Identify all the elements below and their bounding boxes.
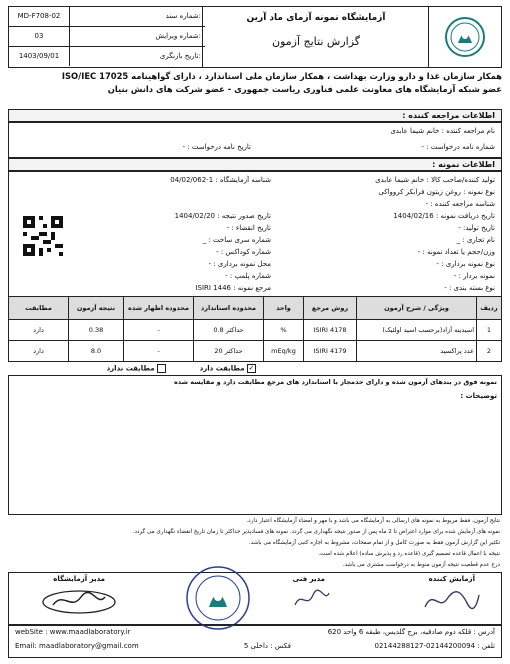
- row-number: 2: [477, 341, 502, 362]
- lab-name: آزمایشگاه نمونه آزمای ماد آرین: [246, 13, 386, 23]
- request-number: شماره نامه درخواست : -: [421, 143, 495, 151]
- compliance-note: نمونه فوق در بندهای آزمون شده و دارای حدمجاز با استاندارد های مرجع مطابقت دارد و مقایسه شده: [174, 378, 497, 386]
- footer-note: نتایج آزمون، فقط مربوط به نمونه های ارسالی به آزمایشگاه می باشد و با مهر و امضاء آزمایشگاه اعتبار دارد.: [246, 518, 500, 524]
- doc-number-value: MD-F708-02: [9, 7, 70, 26]
- footer-notes: [8, 516, 500, 571]
- client-section-title: اطلاعات مراجعه کننده :: [8, 109, 502, 122]
- lab-manager-label: مدیر آزمایشگاه: [53, 575, 105, 583]
- phone: تلفن : 02144200094-02144288127: [374, 642, 495, 650]
- tester-signature: [421, 585, 481, 619]
- test-description: عدد پراکسید: [357, 341, 477, 362]
- signature-area: [8, 572, 502, 626]
- batch-number: شماره سری ساخت : _: [202, 236, 271, 244]
- production-date: تاریخ تولید: -: [458, 224, 495, 232]
- conform-label: مطابقت دارد: [199, 364, 245, 373]
- package-type: نوع بسته بندی : -: [444, 284, 495, 292]
- table-row: [9, 320, 502, 341]
- footer-note: نمونه های آزمایش شده برای موارد اعتراض تا 2 ماه پس از صدور نتیجه نگهداری می گردد. نمونه های فسادپذیر حداکثر تا زمان تاریخ انقضاء نگهداری می گردد.: [132, 529, 500, 535]
- technical-manager-signature: [291, 585, 331, 617]
- test-description: اسیدیته آزاد(برحسب اسید اولئیک): [357, 320, 477, 341]
- col-unit: واحد: [264, 297, 304, 320]
- standard-range: حداکثر 0.8: [194, 320, 264, 341]
- producer: تولید کننده/صاحب کالا : خانم شیما عابدی: [375, 176, 495, 184]
- standard-range: حداکثر 20: [194, 341, 264, 362]
- footer-note: تکثیر این گزارش آزمون فقط به صورت کامل و از تمام صفحات، مشروط به اجازه کتبی آزمایشگاه می باشد.: [248, 540, 500, 546]
- sample-weight: وزن/حجم یا تعداد نمونه : -: [417, 248, 495, 256]
- header-title-block: [202, 7, 429, 67]
- review-date-value: 1403/09/01: [9, 47, 70, 66]
- declared-range: -: [124, 341, 194, 362]
- footer-note: درج عدم قطعیت نتیجه آزمون منوط به درخواست مشتری می باشد.: [342, 562, 500, 568]
- review-date-label: تاریخ بازنگری:: [159, 52, 201, 60]
- accreditation-text: [8, 70, 502, 96]
- issue-date: تاریخ صدور نتیجه : 1404/02/20: [174, 212, 271, 220]
- report-title: گزارش نتایج آزمون: [271, 35, 360, 48]
- col-result: نتیجه آزمون: [69, 297, 124, 320]
- codex-number: شماره کوداکس : -: [216, 248, 271, 256]
- footer-note: نتیجه با اعمال قاعده تصمیم گیری (قاعده رد و پذیرش ساده) اعلام شده است.: [318, 551, 500, 557]
- address: آدرس : قلکه دوم صادقیه، برج گلدیس، طبقه 6 واحد 620: [327, 628, 495, 636]
- sample-reference: مرجع نمونه : ISIRI 1446: [195, 284, 271, 292]
- nonconform-option: [107, 364, 166, 373]
- sampling-type: نوع نمونه برداری : -: [436, 260, 495, 268]
- revision-label: شماره ویرایش:: [155, 32, 201, 40]
- revision-row: [9, 27, 205, 47]
- test-result: 0.38: [69, 320, 124, 341]
- brand-name: نام تجاری : _: [456, 236, 495, 244]
- qr-code: [23, 216, 63, 256]
- expiry-date: تاریخ انقضاء : -: [226, 224, 271, 232]
- lab-logo: [428, 7, 501, 67]
- review-date-row: [9, 47, 205, 67]
- accreditation-line-2: عضو شبکه آزمایشگاه های معاونت علمی فناوری ریاست جمهوری - عضو شرکت های دانش بنیان: [107, 84, 502, 94]
- document-meta: [9, 7, 205, 67]
- client-id: شناسه مراجعه کننده : -: [425, 200, 495, 208]
- results-table: [8, 296, 502, 362]
- doc-number-label: شماره سند:: [165, 12, 201, 20]
- results-header-row: [9, 297, 502, 320]
- col-reference-method: روش مرجع: [304, 297, 357, 320]
- col-declared-range: محدوده اظهار شده: [124, 297, 194, 320]
- reference-method: ISIRI 4179: [304, 341, 357, 362]
- conformity: دارد: [9, 320, 69, 341]
- col-standard-range: محدوده استاندارد: [194, 297, 264, 320]
- lab-manager-signature: [39, 585, 119, 623]
- email-link[interactable]: Email: maadlaboratory@gmail.com: [15, 642, 139, 650]
- conform-option: [200, 364, 256, 373]
- fax: فکس : داخلی 5: [243, 642, 291, 650]
- client-name: نام مراجعه کننده : خانم شیما عابدی: [390, 127, 495, 135]
- sample-type: نوع نمونه : روغن زیتون فرابکر کروواکی: [378, 188, 495, 196]
- nonconform-label: مطابقت ندارد: [106, 364, 155, 373]
- tester-label: آزمایش کننده: [428, 575, 475, 583]
- receive-date: تاریخ دریافت نمونه : 1404/02/16: [393, 212, 495, 220]
- test-result: 8.0: [69, 341, 124, 362]
- col-row-number: ردیف: [477, 297, 502, 320]
- sample-section-title: اطلاعات نمونه :: [8, 158, 502, 171]
- unit: %: [264, 320, 304, 341]
- row-number: 1: [477, 320, 502, 341]
- report-page: [8, 6, 502, 658]
- nonconform-checkbox: [157, 364, 166, 373]
- explanations-label: توضیحات :: [460, 392, 497, 400]
- contact-bar: [8, 624, 502, 658]
- lab-id: شناسه آزمایشگاه : 1-04/02/062: [170, 176, 271, 184]
- report-header: [8, 6, 502, 68]
- revision-value: 03: [9, 27, 70, 46]
- declared-range: -: [124, 320, 194, 341]
- reference-method: ISIRI 4178: [304, 320, 357, 341]
- col-test-description: ویژگی / شرح آزمون: [357, 297, 477, 320]
- seal-number: شماره پلمپ : -: [225, 272, 271, 280]
- doc-number-row: [9, 7, 205, 27]
- table-row: [9, 341, 502, 362]
- sample-info-box: [8, 171, 502, 297]
- website-link[interactable]: webSite : www.maadlaboratory.ir: [15, 628, 131, 636]
- col-conformity: مطابقت: [9, 297, 69, 320]
- accreditation-line-1: همکار سازمان غذا و دارو وزارت بهداشت ، همکار سازمان ملی استاندارد ، دارای گواهینامه ISO/IEC 17025: [61, 71, 502, 81]
- conform-checkbox: ✓: [248, 364, 255, 372]
- conformity: دارد: [9, 341, 69, 362]
- sampling-place: محل نمونه برداری : -: [208, 260, 271, 268]
- sampler: نمونه بردار : -: [453, 272, 495, 280]
- client-info-box: [8, 122, 502, 158]
- unit: mEq/kg: [264, 341, 304, 362]
- notes-box: [8, 375, 502, 515]
- technical-manager-label: مدیر فنی: [292, 575, 325, 583]
- request-date: تاریخ نامه درخواست : -: [182, 143, 251, 151]
